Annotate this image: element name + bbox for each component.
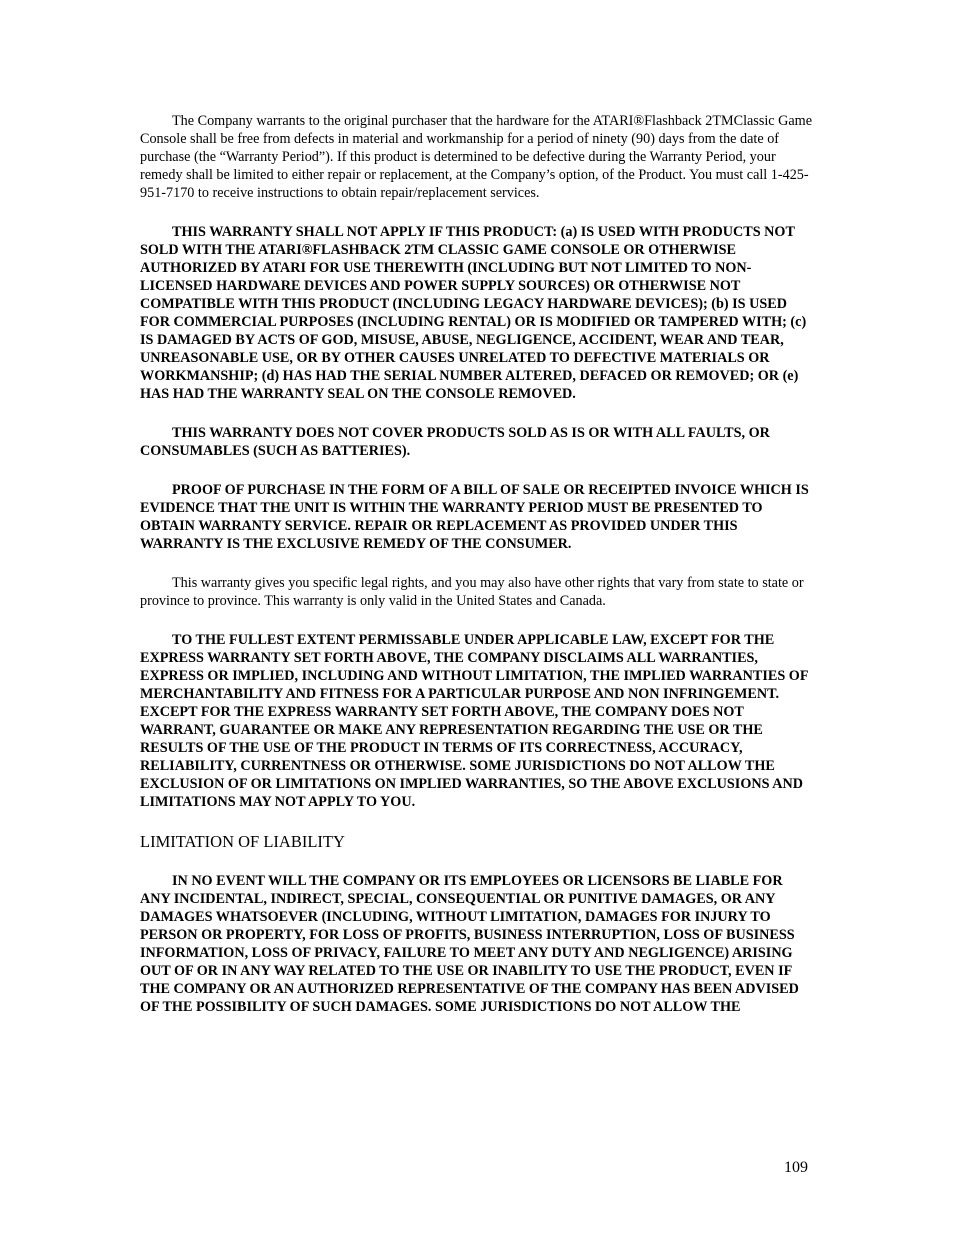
- warranty-exclusions-paragraph: THIS WARRANTY SHALL NOT APPLY IF THIS PRODUCT: (a) IS USED WITH PRODUCTS NOT SOLD WITH THE ATARI®FLASHBACK 2TM CLASSIC GAME CONSOLE OR OTHERWISE AUTHORIZED BY ATARI FOR USE THEREWITH (INCLUDING BUT NOT LIMITED TO NON-LICENSED HARDWARE DEVICES AND POWER SUPPLY SOURCES) OR OTHERWISE NOT COMPATIBLE WITH THIS PRODUCT (INCLUDING LEGACY HARDWARE DEVICES); (b) IS USED FOR COMMERCIAL PURPOSES (INCLUDING RENTAL) OR IS MODIFIED OR TAMPERED WITH; (c) IS DAMAGED BY ACTS OF GOD, MISUSE, ABUSE, NEGLIGENCE, ACCIDENT, WEAR AND TEAR, UNREASONABLE USE, OR BY OTHER CAUSES UNRELATED TO DEFECTIVE MATERIALS OR WORKMANSHIP; (d) HAS HAD THE SERIAL NUMBER ALTERED, DEFACED OR REMOVED; OR (e) HAS HAD THE WARRANTY SEAL ON THE CONSOLE REMOVED.: [140, 224, 807, 402]
- page-number: 109: [784, 1159, 808, 1176]
- warranty-paragraph: The Company warrants to the original purchaser that the hardware for the ATARI®Flashback 2TMClassic Game Console shall be free from defects in material and workmanship for a period of ninety (90) days from the date of purchase (the “Warranty Period”). If this product is determined to be defective during the Warranty Period, your remedy shall be limited to either repair or replacement, at the Company’s option, of the Product. You must call 1-425-951-7170 to receive instructions to obtain repair/replacement services.: [140, 113, 813, 201]
- proof-of-purchase-paragraph: PROOF OF PURCHASE IN THE FORM OF A BILL OF SALE OR RECEIPTED INVOICE WHICH IS EVIDENCE THAT THE UNIT IS WITHIN THE WARRANTY PERIOD MUST BE PRESENTED TO OBTAIN WARRANTY SERVICE. REPAIR OR REPLACEMENT AS PROVIDED UNDER THIS WARRANTY IS THE EXCLUSIVE REMEDY OF THE CONSUMER.: [140, 482, 809, 552]
- warranty-not-covered-paragraph: THIS WARRANTY DOES NOT COVER PRODUCTS SOLD AS IS OR WITH ALL FAULTS, OR CONSUMABLES (SUCH AS BATTERIES).: [140, 425, 770, 459]
- legal-rights-paragraph: This warranty gives you specific legal rights, and you may also have other rights that vary from state to state or province to province. This warranty is only valid in the United States and Canada.: [140, 575, 804, 609]
- section-heading-limitation-of-liability: LIMITATION OF LIABILITY: [140, 832, 345, 851]
- disclaimer-paragraph: TO THE FULLEST EXTENT PERMISSABLE UNDER APPLICABLE LAW, EXCEPT FOR THE EXPRESS WARRANTY SET FORTH ABOVE, THE COMPANY DISCLAIMS ALL WARRANTIES, EXPRESS OR IMPLIED, INCLUDING AND WITHOUT LIMITATION, THE IMPLIED WARRANTIES OF MERCHANTABILITY AND FITNESS FOR A PARTICULAR PURPOSE AND NON INFRINGEMENT. EXCEPT FOR THE EXPRESS WARRANTY SET FORTH ABOVE, THE COMPANY DOES NOT WARRANT, GUARANTEE OR MAKE ANY REPRESENTATION REGARDING THE USE OR THE RESULTS OF THE USE OF THE PRODUCT IN TERMS OF ITS CORRECTNESS, ACCURACY, RELIABILITY, CURRENTNESS OR OTHERWISE. SOME JURISDICTIONS DO NOT ALLOW THE EXCLUSION OF OR LIMITATIONS ON IMPLIED WARRANTIES, SO THE ABOVE EXCLUSIONS AND LIMITATIONS MAY NOT APPLY TO YOU.: [140, 632, 808, 810]
- liability-paragraph: IN NO EVENT WILL THE COMPANY OR ITS EMPLOYEES OR LICENSORS BE LIABLE FOR ANY INCIDENTAL, INDIRECT, SPECIAL, CONSEQUENTIAL OR PUNITIVE DAMAGES, OR ANY DAMAGES WHATSOEVER (INCLUDING, WITHOUT LIMITATION, DAMAGES FOR INJURY TO PERSON OR PROPERTY, FOR LOSS OF PROFITS, BUSINESS INTERRUPTION, LOSS OF BUSINESS INFORMATION, LOSS OF PRIVACY, FAILURE TO MEET ANY DUTY AND NEGLIGENCE) ARISING OUT OF OR IN ANY WAY RELATED TO THE USE OR INABILITY TO USE THE PRODUCT, EVEN IF THE COMPANY OR AN AUTHORIZED REPRESENTATIVE OF THE COMPANY HAS BEEN ADVISED OF THE POSSIBILITY OF SUCH DAMAGES. SOME JURISDICTIONS DO NOT ALLOW THE: [140, 873, 799, 1015]
- document-body: [140, 112, 812, 1037]
